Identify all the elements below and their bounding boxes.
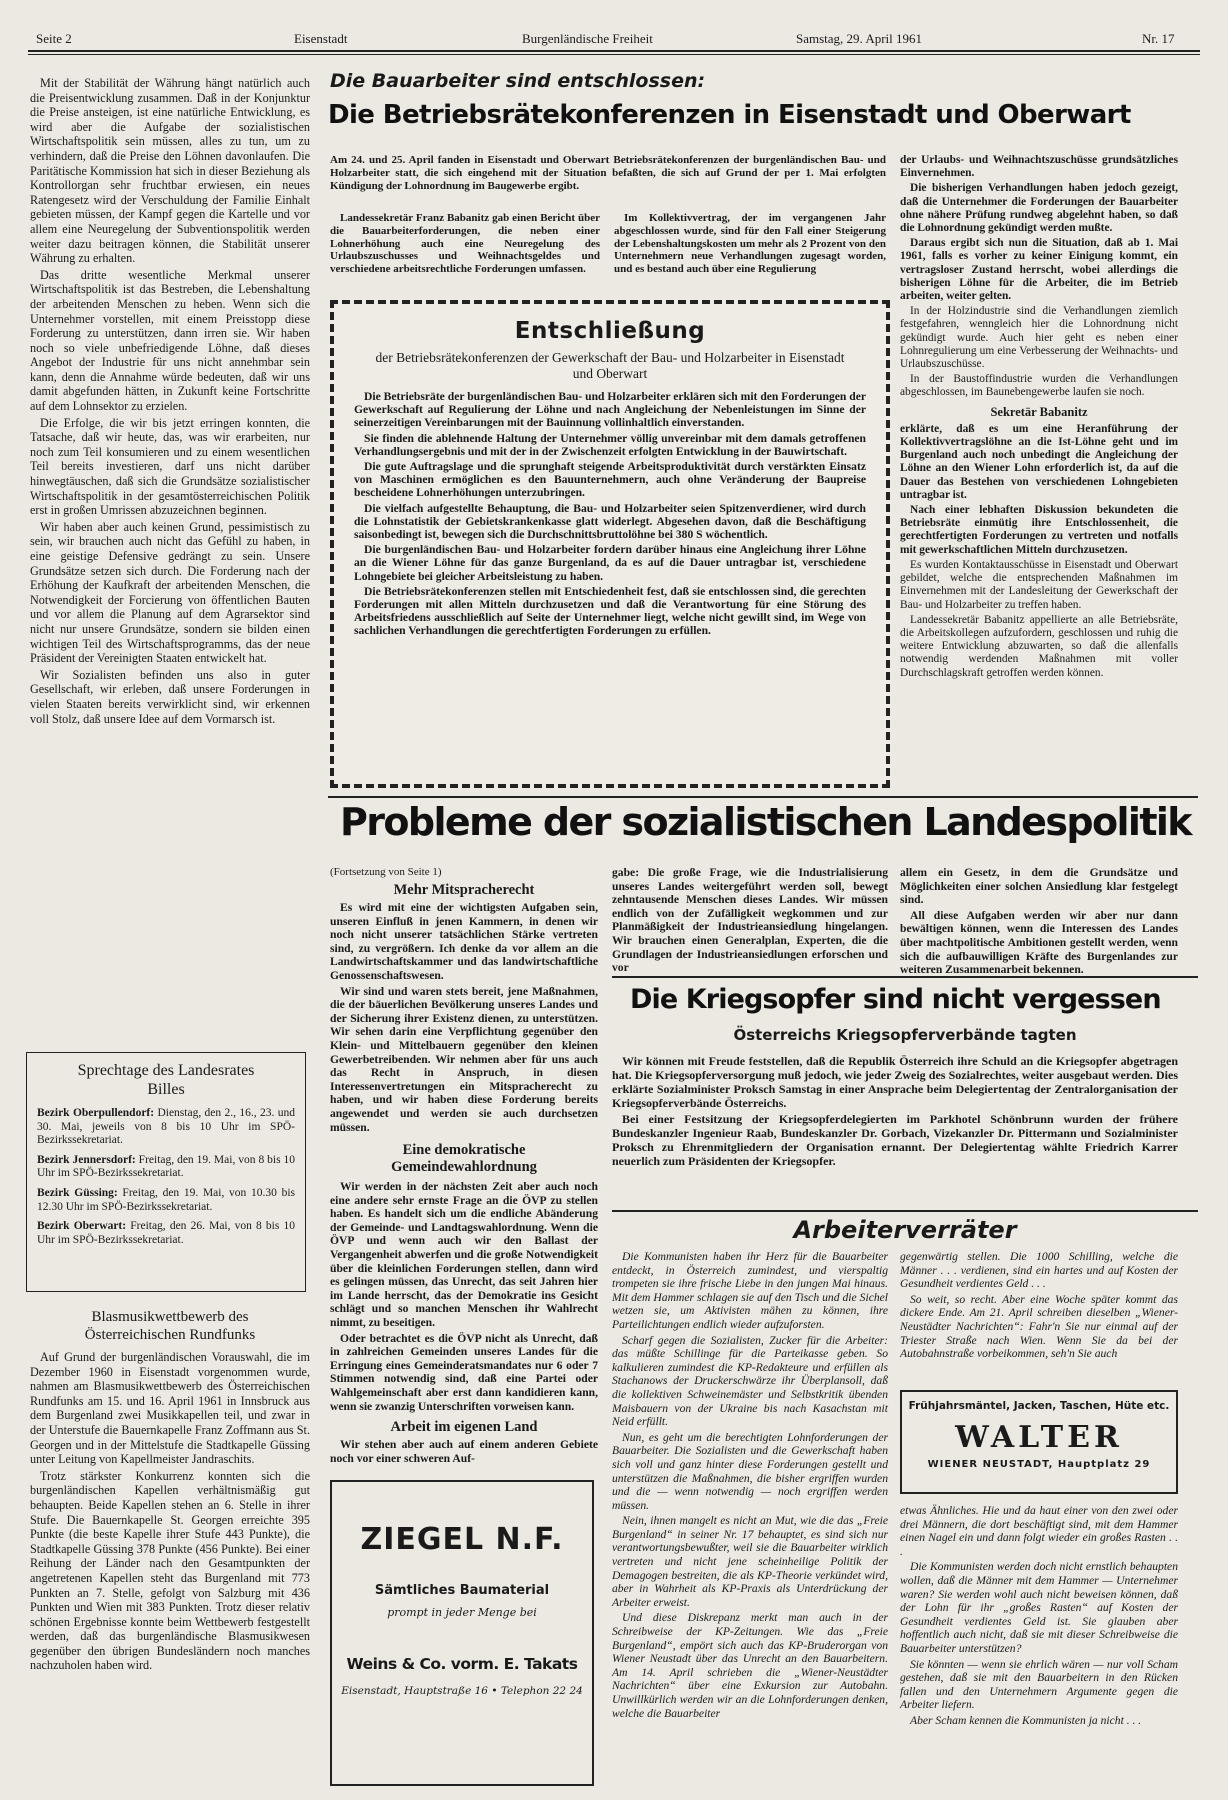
verraeter-paragraph: Die Kommunisten werden doch nicht ernstlich behaupten wollen, daß die Männer mit dem Hammer — Unternehmer waren? Sie werden wohl auch nicht beweisen können, daß der Lohn für ihr „großes Rasten“ auf Kosten der Gesundheit verdientes Geld ist. Sie glauben aber hoffentlich auch nicht, daß sie mit dieser Schreibweise die Bauarbeiter unterstützen?	[900, 1560, 1178, 1655]
walter-advertisement	[900, 1390, 1178, 1494]
bau-kicker: Die Bauarbeiter sind entschlossen:	[330, 70, 706, 92]
probleme-headline: Probleme der sozialistischen Landespolitik	[340, 800, 1191, 844]
probleme-paragraph: All diese Aufgaben werden wir aber nur dann bewältigen können, wenn die Interessen des Landes über machtpolitische Ambitionen gestellt werden, wenn sich die aufbauwilligen Kräfte des Burgenlandes zur weiteren Zusammenarbeit bekennen.	[900, 908, 1178, 977]
left-paragraph: Das dritte wesentliche Merkmal unserer Wirtschaftspolitik ist das Bestreben, die Lebenshaltung der arbeitenden Menschen zu heben. Wenn sich die Unternehmer vorstellen, mit einem Preisstopp diese Forderung zu unterstützen, dann irren sie. Wir haben noch so viele unbefriedigende Löhne, daß dieses Angebot der Industrie für uns nicht annehmbar sein kann, denn die Annahme würde bedeuten, daß wir uns damit abgefunden hätten, in Zukunft keine Fortschritte auf dem Lohnsektor zu erzielen.	[30, 267, 310, 414]
bau-right-paragraph: Es wurden Kontaktausschüsse in Eisenstadt und Oberwart gebildet, welche die entsprechenden Maßnahmen im Einvernehmen mit der Landesleitung der Gewerkschaft der Bau- und Holzarbeiter zu treffen haben.	[900, 558, 1178, 611]
verraeter-paragraph: Scharf gegen die Sozialisten, Zucker für die Arbeiter: das müßte Schillinge für die Parteikasse geben. So kalkulieren zumindest die KP-Redakteure und erfüllen als Stachanows der Druckerschwärze ihr Überplansoll, daß die kollektiven Schweinemäster und Selbstkritik übenden Maisbauern von der Ukraine bis nach Kasachstan mit Neid erfüllt.	[612, 1333, 888, 1429]
left-paragraph: Mit der Stabilität der Währung hängt natürlich auch die Preisentwicklung zusammen. Daß in der Konjunktur die Preise ansteigen, ist eine natürliche Entwicklung, es wird aber die Aufgabe der sozialistischen Wirtschaftspolitik sein müssen, alles zu tun, um zu verhindern, daß die Preise den Löhnen davonlaufen. Die Paritätische Kommission hat sich in dieser Beziehung als Kontrollorgan sehr fruchtbar erwiesen, ein neues Ratengesetz wird der Verschuldung der Familie Einhalt gebieten müssen, der Kampf gegen die Kartelle und vor allem eine Neuregelung der Subventionspolitik werden weiter dazu beitragen können, die Stabilität unserer Währung zu erhalten.	[30, 76, 310, 266]
bau-right-paragraph: der Urlaubs- und Weihnachtszuschüsse grundsätzliches Einvernehmen.	[900, 154, 1178, 180]
verraeter-col1	[612, 1250, 888, 1722]
ziegel-address: Eisenstadt, Hauptstraße 16 • Telephon 22 24	[341, 1685, 583, 1697]
entschliessung-box	[330, 300, 890, 788]
probleme-paragraph: allem ein Gesetz, in dem die Grundsätze und Möglichkeiten einer solchen Ansiedlung klar festgelegt sind.	[900, 866, 1178, 907]
bau-right-paragraph: Landessekretär Babanitz appellierte an alle Betriebsräte, die Arbeitskollegen aufzufordern, geschlossen und ruhig die weitere Entwicklung abzuwarten, so daß die allenfalls notwendig werdenden Maßnahmen mit voller Durchschlagskraft getroffen werden können.	[900, 613, 1178, 679]
probleme-paragraph: Wir stehen aber auch auf einem anderen Gebiete noch vor einer schweren Auf-	[330, 1438, 598, 1465]
bau-lead: Am 24. und 25. April fanden in Eisenstadt und Oberwart Betriebsrätekonferenzen der burgenländischen Bau- und Holzarbeiter statt, die sich eingehend mit der Situation befaßten, die sich auf Grund der per 1. Mai erfolgten Kündigung der Lohnordnung im Baugewerbe ergibt.	[330, 154, 886, 192]
walter-top: Frühjahrsmäntel, Jacken, Taschen, Hüte etc.	[908, 1400, 1170, 1412]
verraeter-paragraph: Nun, es geht um die berechtigten Lohnforderungen der Bauarbeiter. Die Sozialisten und die Gewerkschaft haben sich voll und ganz hinter diese Forderungen gestellt und unterstützen die Maßnahmen, die bisher ergriffen wurden und die — wenn notwendig — noch ergriffen werden müssen.	[612, 1430, 888, 1512]
walter-address: WIENER NEUSTADT, Hauptplatz 29	[927, 1459, 1151, 1470]
verraeter-paragraph: gegenwärtig stellen. Die 1000 Schilling, welche die Männer . . . verdienen, sind ein hartes und auf Kosten der Gesundheit verdientes Geld . . .	[900, 1250, 1178, 1291]
probleme-col3	[900, 866, 1178, 979]
entschliessung-paragraph: Die Betriebsräte der burgenländischen Bau- und Holzarbeiter erklären sich mit den Forderungen der Gewerkschaft auf Regulierung der Löhne und nach Angleichung der Nebenleistungen im Sinne der seinerzeitigen Vereinbarungen mit der Bauinnung vollinhaltlich einverstanden.	[354, 390, 866, 430]
section-rule	[328, 796, 1198, 798]
sprechtage-item: Bezirk Oberwart: Freitag, den 26. Mai, von 8 bis 10 Uhr im SPÖ-Bezirkssekretariat.	[37, 1220, 295, 1246]
probleme-subhead: Eine demokratische Gemeindewahlordnung	[391, 1142, 537, 1176]
left-paragraph: Wir haben aber auch keinen Grund, pessimistisch zu sein, wir brauchen auch nicht das Gefühl zu haben, in eine geistige Defensive gedrängt zu sein. Unsere Grundsätze setzen sich durch. Die Forderung nach der Erhöhung der Kaufkraft der arbeitenden Menschen, die Notwendigkeit der Forcierung von öffentlichen Bauten und vor allem die Planung auf dem Agrarsektor sind nicht nur unsere Grundsätze, sondern sie bilden einen wichtigen Teil des Wirtschaftsprogramms, das der neue Präsident der Vereinigten Staaten entwickelt hat.	[30, 519, 310, 666]
entschliessung-paragraph: Die Betriebsrätekonferenzen stellen mit Entschiedenheit fest, daß sie entschlossen sind, die gerechten Forderungen mit allen Mitteln durchzusetzen und daß die Verantwortung für eine Störung des Arbeitsfriedens ausschließlich auf Seite der Unternehmer liegt, welche nicht gewillt sind, im Wege von sachlichen Verhandlungen die gerechtfertigten Forderungen zu erfüllen.	[354, 584, 866, 638]
bau-right-paragraph: Nach einer lebhaften Diskussion bekundeten die Betriebsräte einmütig ihre Entschlossenheit, die gerechtfertigten Forderungen zu vertreten und notfalls mit gewerkschaftlichen Mitteln durchzusetzen.	[900, 504, 1178, 556]
entschliessung-paragraph: Die burgenländischen Bau- und Holzarbeiter fordern darüber hinaus eine Angleichung ihrer Löhne an die Wiener Löhne für das ganze Burgenland, da es auf die Dauer untragbar ist, verschiedene Lohngebiete bei gleicher Arbeitsleistung zu haben.	[354, 543, 866, 583]
probleme-subhead: Mehr Mitspracherecht	[393, 882, 535, 898]
bau-col1: Landessekretär Franz Babanitz gab einen Bericht über die Bauarbeiterforderungen, die neben einer Lohnerhöhung auch eine Neuregelung des Urlaubszuschusses und Weihnachtsgeldes und verschiedene arbeitsrechtliche Forderungen umfassen.	[330, 212, 600, 276]
walter-name: WALTER	[955, 1420, 1123, 1455]
header-paper: Burgenländische Freiheit	[522, 31, 653, 46]
verraeter-paragraph: etwas Ähnliches. Hie und da haut einer von den zwei oder drei Männern, die dort beschäftigt sind, mit dem Hammer einen Nagel ein und dann folgt wieder ein großes Rasten . . .	[900, 1504, 1178, 1558]
verraeter-paragraph: Und diese Diskrepanz merkt man auch in der Schreibweise der KP-Zeitungen. Wie das „Freie Burgenland“, empört sich auch das KP-Bruderorgan von Wiener Neustadt über das Unrecht an den Bauarbeitern. Am 14. April schrieben die „Wiener-Neustädter Nachrichten“ über eine Exkursion zur Autobahn. Unwillkürlich werden wir an die Lohnforderungen denken, welche die Bauarbeiter	[612, 1611, 888, 1720]
verraeter-paragraph: So weit, so recht. Aber eine Woche später kommt das dickere Ende. Am 21. April schreiben dieselben „Wiener-Neustädter Nachrichten“: Fahr'n Sie nur einmal auf der Triester Straße nach Wien. Wenn Sie da bei der Autobahnstraße vorbeikommen, seh'n Sie auch	[900, 1292, 1178, 1361]
header-date: Samstag, 29. April 1961	[796, 31, 923, 46]
kriegsopfer-body	[612, 1054, 1178, 1170]
ziegel-company: Weins & Co. vorm. E. Takats	[346, 1655, 578, 1673]
ziegel-line1: Sämtliches Baumaterial	[374, 1583, 550, 1598]
bau-right-paragraph: In der Holzindustrie sind die Verhandlungen ziemlich festgefahren, wenngleich hier die Lohnordnung nicht gekündigt wurde. Auch hier geht es neben einer Lohnregulierung um eine Verbesserung der Weihnachts- und Urlaubszuschüsse.	[900, 305, 1178, 371]
probleme-paragraph: Oder betrachtet es die ÖVP nicht als Unrecht, daß in zahlreichen Gemeinden unseres Landes für die Erringung eines Gemeinderatsmandates nur 6 oder 7 Stimmen notwendig sind, daß eine Partei oder Wahlgemeinschaft aber erst dann kandidieren kann, wenn sie zwanzig Unterschriften vorweisen kann.	[330, 1331, 598, 1413]
verraeter-paragraph: Nein, ihnen mangelt es nicht an Mut, wie die das „Freie Burgenland“ in seiner Nr. 17 behauptet, es sind sich nur verantwortungsbewußter, weil sie die Bauarbeiter wirklich vertreten und nicht jene scheinheilige Politik der Demagogen bestreiten, die als KP-Theorie verkündet wird, aber in Wahrheit als KP-Praxis als Unterdrückung der Arbeiter erweist.	[612, 1514, 888, 1609]
left-paragraph: Wir Sozialisten befinden uns also in guter Gesellschaft, wir erleben, daß unsere Forderungen in vielen Staaten bereits verwirklicht sind, wir erkennen voll Stolz, daß unsere Idee auf dem Vormarsch ist.	[30, 667, 310, 726]
probleme-subhead: Arbeit im eigenen Land	[390, 1419, 538, 1436]
verraeter-paragraph: Sie könnten — wenn sie ehrlich wären — nur voll Scham gestehen, daß sie mit den Bauarbeitern in den Rücken fallen und den Unternehmern Argumente gegen die Arbeiter liefern.	[900, 1657, 1178, 1712]
ziegel-title: ZIEGEL N.F.	[360, 1522, 564, 1557]
verraeter-rule	[612, 1210, 1198, 1212]
probleme-paragraph: Wir werden in der nächsten Zeit aber auch noch eine andere sehr ernste Frage an die ÖVP zu stellen haben. Es handelt sich um die endliche Abänderung der Gemeinde- und Landtagswahlordnung. Wenn die ÖVP und wenn auch wir den Ballast der Vergangenheit abwerfen und die große Notwendigkeit über die kleinlichen Forderungen stellen, dann wird es gelingen müssen, das Unrecht, das seit Jahren hier im Lande herrscht, das der Demokratie ins Gesicht schlägt und so manchen Menschen ihr Wahlrecht nimmt, zu beseitigen.	[330, 1180, 598, 1330]
verraeter-headline: Arbeiterverräter	[793, 1216, 1017, 1244]
sprechtage-title: Sprechtage des Landesrates Billes	[77, 1062, 255, 1098]
header-rule	[28, 50, 1200, 52]
sprechtage-item: Bezirk Güssing: Freitag, den 19. Mai, von 10.30 bis 12.30 Uhr im SPÖ-Bezirkssekretariat.	[37, 1186, 295, 1213]
left-paragraph: Die Erfolge, die wir bis jetzt erringen konnten, die Tatsache, daß wir heute, das, was wir erarbeiten, nur noch zum Teil konsumieren und zu einem wesentlichen Teil bereits investieren, darf uns nicht darüber hinwegtäuschen, daß sich die Grundsätze sozialistischer Wirtschaftspolitik in der gesamtösterreichischen Politik erst in großen Umrissen abzuzeichnen beginnen.	[30, 415, 310, 518]
entschliessung-paragraph: Die vielfach aufgestellte Behauptung, die Bau- und Holzarbeiter seien Spitzenverdiener, wird durch die Lohnstatistik der Gebietskrankenkasse glatt widerlegt. Abgesehen davon, daß die Beschäftigung saisonbedingt ist, bewegen sich die Durchschnittsbruttolöhne bei 380 S wöchentlich.	[354, 501, 866, 542]
verraeter-col2	[900, 1250, 1178, 1363]
ziegel-advertisement	[330, 1480, 594, 1786]
verraeter-paragraph: Aber Scham kennen die Kommunisten ja nicht . . .	[910, 1713, 1142, 1727]
ziegel-line2: prompt in jeder Menge bei	[387, 1606, 537, 1619]
kriegsopfer-headline: Die Kriegsopfer sind nicht vergessen	[630, 984, 1161, 1015]
bau-headline: Die Betriebsrätekonferenzen in Eisenstadt und Oberwart	[328, 100, 1131, 130]
kriegsopfer-paragraph: Bei einer Festsitzung der Kriegsopferdelegierten im Parkhotel Schönbrunn wurden der frühere Bundeskanzler Ingenieur Raab, Bundeskanzler Dr. Gorbach, Vizekanzler Dr. Pittermann und Sozialminister Proksch zu Ehrenmitgliedern der Organisation ernannt. Der Delegiertentag wählte Friedrich Karrer neuerlich zum Präsidenten der Kriegsopfer.	[612, 1112, 1178, 1168]
kriegsopfer-paragraph: Wir können mit Freude feststellen, daß die Republik Österreich ihre Schuld an die Kriegsopfer abgetragen hat. Die Kriegsopferversorgung muß jedoch, wie jeder Zweig des Sozialrechtes, weiter ausgebaut werden. Dies erklärte Sozialminister Proksch Samstag in einer Ansprache beim Delegiertentag der Zentralorganisation der Kriegsopferverbände Österreichs.	[612, 1054, 1178, 1110]
kriegsopfer-subhead: Österreichs Kriegsopferverbände tagten	[733, 1026, 1077, 1044]
sprechtage-item: Bezirk Oberpullendorf: Dienstag, den 2., 16., 23. und 30. Mai, jeweils von 8 bis 10 Uhr im SPÖ-Bezirkssekretariat.	[37, 1107, 295, 1147]
blasmusik-paragraph: Trotz stärkster Konkurrenz konnten sich die burgenländischen Kapellen verhältnismäßig gut behaupten. Beide Kapellen stehen an 6. Stelle in ihrer Stufe. Die Bauernkapelle St. Georgen erreichte 395 Punkte (die beste Kapelle ihrer Stufe 443 Punkte), die Stadtkapelle Güssing 378 Punkte (456 Punkte). Bei einer Reihung der Länder nach den Gesamtpunkten der angetretenen Kapellen steht das Burgenland mit 773 Punkten an 7. Stelle, gefolgt von Salzburg mit 436 Punkten und Wien mit 383 Punkten. Trotz dieser relativ schönen Ergebnisse konnte beim Wettbewerb festgestellt werden, daß das burgenländische Blasmusikwesen gegenüber den übrigen Bundesländern noch manches nachzuholen haben wird.	[30, 1468, 310, 1673]
bau-col2: Im Kollektivvertrag, der im vergangenen Jahr abgeschlossen wurde, sind für den Fall einer Steigerung der Lebenshaltungskosten um mehr als 2 Prozent von den Unternehmern neue Verhandlungen zugesagt worden, und es bestand auch über eine Regulierung	[614, 212, 886, 276]
blasmusik-paragraph: Auf Grund der burgenländischen Vorauswahl, die im Dezember 1960 in Eisenstadt vorgenommen wurde, nahmen am Blasmusikwettbewerb des Österreichischen Rundfunks am 15. und 16. April 1961 in Innsbruck aus dem Burgenland zwei Musikkapellen teil, und zwar in der Unterstufe die Bauernkapelle Franz Zoffmann aus St. Georgen und in der Mittelstufe die Stadtkapelle Güssing unter Leitung von Kapellmeister Jandraschits.	[30, 1350, 310, 1467]
verraeter-paragraph: Die Kommunisten haben ihr Herz für die Bauarbeiter entdeckt, in Österreich zumindest, und vierspaltig trompeten sie ihre frische Liebe in den jungen Mai hinaus. Mit dem Hammer schlagen sie auf den Tisch und die Sichel wetzen sie, um Aktivisten mähen zu können, ihre Parteilichtungen endlich wieder aufzuforsten.	[612, 1250, 888, 1331]
sprechtage-box	[26, 1052, 306, 1292]
entschliessung-subtitle: der Betriebsrätekonferenzen der Gewerkschaft der Bau- und Holzarbeiter in Eisenstadt und Oberwart	[375, 350, 845, 381]
kriegsopfer-rule	[612, 976, 1198, 978]
bau-right-paragraph: Die bisherigen Verhandlungen haben jedoch gezeigt, daß die Unternehmer die Forderungen der Bauarbeiter ohne nähere Prüfung rundweg abgelehnt haben, so daß die Lohnordnung gekündigt werden mußte.	[900, 182, 1178, 235]
left-column-text	[30, 76, 310, 728]
bau-right-paragraph: In der Baustoffindustrie wurden die Verhandlungen abgeschlossen, im Baunebengewerbe laufen sie noch.	[900, 373, 1178, 399]
header-page: Seite 2	[36, 31, 72, 46]
entschliessung-paragraph: Sie finden die ablehnende Haltung der Unternehmer völlig unvereinbar mit dem damals getroffenen Verhandlungsergebnis und mit der in der Zwischenzeit erfolgten Entwicklung in der Bauwirtschaft.	[354, 431, 866, 458]
probleme-col1	[330, 866, 598, 1465]
header-place: Eisenstadt	[294, 31, 348, 46]
probleme-paragraph: Es wird mit eine der wichtigsten Aufgaben sein, unseren Einfluß in jenen Kammern, in denen wir noch nicht unserer tatsächlichen Stärke vertreten sind, zu vergrößern. Ich denke da vor allem an die Landwirtschaftskammer und das landwirtschaftliche Genossenschaftswesen.	[330, 901, 598, 982]
bau-right-subhead: Sekretär Babanitz	[990, 404, 1088, 419]
blasmusik-article	[30, 1308, 310, 1675]
verraeter-col2b	[900, 1504, 1178, 1730]
sprechtage-item: Bezirk Jennersdorf: Freitag, den 19. Mai, von 8 bis 10 Uhr im SPÖ-Bezirkssekretariat.	[37, 1153, 295, 1180]
bau-right-paragraph: Daraus ergibt sich nun die Situation, daß ab 1. Mai 1961, falls es vorher zu keiner Einigung kommt, ein vertragsloser Zustand herrscht, wobei allerdings die bisherigen Löhne für die Arbeiter, die im Betrieb arbeiten, weiter gelten.	[900, 237, 1178, 303]
bau-right-paragraph: erklärte, daß es um eine Heranführung der Kollektivvertragslöhne an die Ist-Löhne geht und im Burgenland auch noch unbedingt die Angleichung der Löhne an den Wiener Lohn erforderlich ist, da auf die Dauer das Bestehen von verschiedenen Lohngebieten untragbar ist.	[900, 422, 1178, 501]
blasmusik-title: Blasmusikwettbewerb des Österreichischen Rundfunks	[84, 1309, 256, 1343]
header-number: Nr. 17	[1142, 31, 1175, 46]
probleme-col2: gabe: Die große Frage, wie die Industrialisierung unseres Landes weitergeführt werden soll, bewegt zehntausende Menschen dieses Landes. Wir müssen endlich von der Zufälligkeit wegkommen und zur Planmäßigkeit der Industrieansiedlung hingelangen. Wir brauchen einen Generalplan, Experten, die die Grundlagen der Industrieansiedlungen erforschen und vor	[612, 866, 888, 975]
probleme-paragraph: Wir sind und waren stets bereit, jene Maßnahmen, die der bäuerlichen Bevölkerung unseres Landes und der Sicherung ihrer Existenz dienen, zu unterstützen. Wir sehen darin eine Verpflichtung gegenüber den Klein- und Mittelbauern gegenüber den kleinen Gewerbetreibenden. Wir nehmen aber für uns auch das Recht in Anspruch, in diesen Interessenvertretungen ein Mitspracherecht zu haben, und wir haben diese Forderung bereits angewendet und werden sie auch durchsetzen müssen.	[330, 984, 598, 1134]
header-rule-thin	[28, 54, 1200, 55]
entschliessung-title: Entschließung	[514, 318, 706, 344]
entschliessung-paragraph: Die gute Auftragslage und die sprunghaft steigende Arbeitsproduktivität durch verstärkten Einsatz von Maschinen ermöglichen es den Bauunternehmern, auch ohne Veränderung der Baupreise bescheidene Lohnerhöhungen unterzubringen.	[354, 460, 866, 500]
bau-right-column	[900, 154, 1178, 682]
probleme-continued: (Fortsetzung von Seite 1)	[330, 866, 442, 878]
